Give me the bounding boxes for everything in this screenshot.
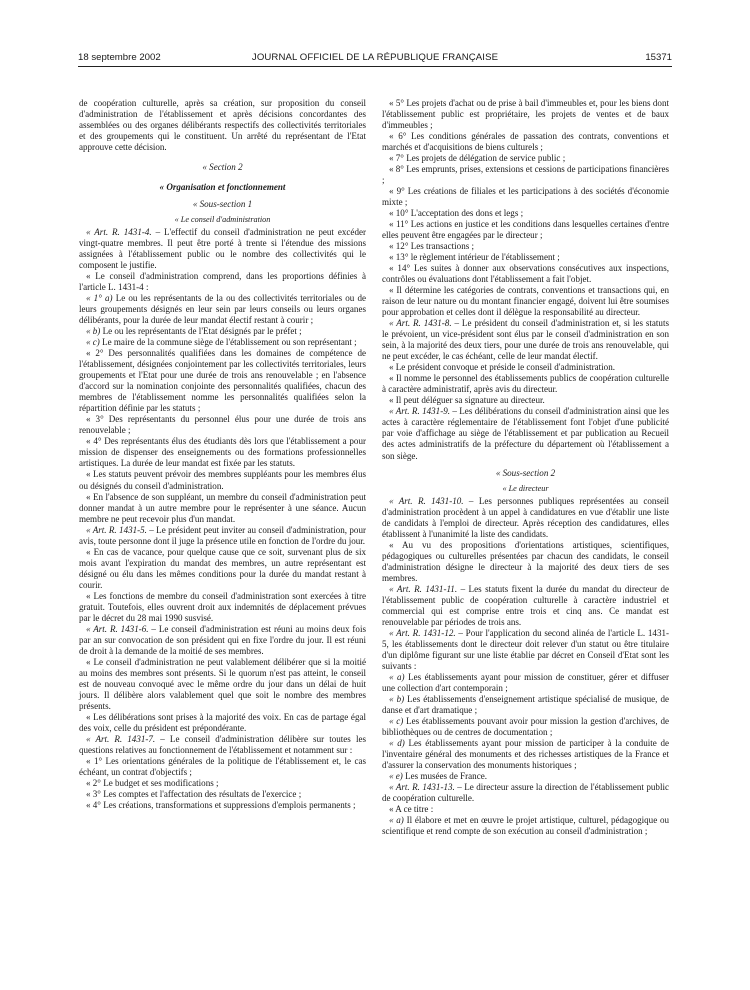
item-text: Le ou les représentants de l'Etat désignés par le préfet ;	[100, 326, 302, 337]
list-item: « 3° Des représentants du personnel élus pour une durée de trois ans renouvelable ;	[79, 414, 366, 436]
paragraph: « Les fonctions de membre du conseil d'administration sont exercées à titre gratuit. Toutefois, elles ouvrent droit aux indemnités de déplacement prévues par le décret du 28 mai 1990 susvisé.	[79, 590, 366, 623]
article-paragraph	[382, 628, 669, 672]
list-item: « 6° Les conditions générales de passation des contrats, conventions et marchés et d'acquisitions de biens culturels ;	[382, 131, 669, 153]
section-title: « Organisation et fonctionnement	[159, 182, 286, 193]
article-text: – Les personnes publiques représentées au conseil d'administration procèdent à un appel à candidatures en vue d'établir une liste de candidats à l'emploi de directeur. Après réception des candidatures, elles établissent à l'unanimité la liste des candidats.	[382, 495, 669, 539]
page-number: 15371	[645, 52, 672, 63]
list-item: « 1° Les orientations générales de la politique de l'établissement et, le cas échéant, un contrat d'objectifs ;	[79, 755, 366, 777]
list-item	[382, 771, 669, 782]
list-item: « 13° le règlement intérieur de l'établissement ;	[389, 252, 560, 263]
subsection-heading: « Sous-section 1	[192, 199, 253, 210]
article-text: – Les délibérations du conseil d'administration ainsi que les actes à caractère réglementaire de l'établissement font l'objet d'une publicité par voie d'affichage au siège de l'établissement et par publication au Recueil des actes administratifs de la préfecture du département où l'établissement a son siège.	[382, 406, 669, 461]
list-item: « 7° Les projets de délégation de service public ;	[389, 153, 566, 164]
article-text: – Le conseil d'administration délibère sur toutes les questions relatives au fonctionnement de l'établissement et notamment sur :	[79, 733, 366, 755]
item-text: Les établissements ayant pour mission de constituer, gérer et diffuser une collection d'art contemporain ;	[382, 671, 669, 693]
list-item: « 12° Les transactions ;	[389, 241, 475, 252]
paragraph: « Les délibérations sont prises à la majorité des voix. En cas de partage égal des voix, celle du président est prépondérante.	[79, 711, 366, 733]
article-paragraph	[79, 227, 366, 271]
item-label: « e)	[389, 770, 403, 781]
article-ref: « Art. R. 1431-7.	[86, 733, 156, 744]
list-item	[79, 293, 366, 326]
list-item: « 8° Les emprunts, prises, extensions et cessions de participations financières ;	[382, 164, 669, 186]
article-paragraph	[382, 782, 669, 804]
article-paragraph	[382, 584, 669, 628]
section-heading: « Section 2	[202, 162, 243, 173]
article-text: – Pour l'application du second alinéa de l'article L. 1431-5, les établissements dont le directeur doit relever d'un statut ou être titulaire d'un diplôme figurant sur une liste établie par décret en Conseil d'Etat sont les suivants :	[382, 627, 670, 671]
list-item: « 5° Les projets d'achat ou de prise à bail d'immeubles et, pour les biens dont l'établissement public est propriétaire, les projets de ventes et de baux d'immeubles ;	[382, 98, 669, 131]
page-header	[78, 52, 672, 66]
list-item	[382, 738, 669, 771]
list-item: « 2° Des personnalités qualifiées dans les domaines de compétence de l'établissement, désignées conjointement par les collectivités territoriales, leurs groupements et l'Etat pour une durée de trois ans renouvelable ; en l'absence d'accord sur la nomination conjointe des personnalités qualifiées, chacun des membres de l'établissement nomme les personnalités qualifiées selon la répartition définie par les statuts ;	[79, 348, 366, 414]
header-rule	[78, 66, 672, 67]
item-label: « c)	[389, 715, 404, 726]
paragraph: « En l'absence de son suppléant, un membre du conseil d'administration peut donner mandat à un autre membre pour le représenter à une séance. Aucun membre ne peut recevoir plus d'un mandat.	[79, 491, 366, 524]
left-column	[79, 98, 366, 811]
paragraph: « Le président convoque et préside le conseil d'administration.	[389, 362, 615, 373]
item-text: Il élabore et met en œuvre le projet artistique, culturel, pédagogique ou scientifique et rend compte de son exécution au conseil d'administration ;	[382, 815, 670, 837]
paragraph: « Les statuts peuvent prévoir des membres suppléants pour les membres élus ou désignés du conseil d'administration.	[79, 469, 366, 491]
list-item	[79, 337, 366, 348]
item-label: « c)	[86, 337, 100, 348]
item-label: « d)	[389, 737, 405, 748]
article-text: – Les statuts fixent la durée du mandat du directeur de l'établissement public de coopération culturelle à caractère industriel et commercial qui est comprise entre trois et cinq ans. Ce mandat est renouvelable par périodes de trois ans.	[382, 583, 670, 627]
paragraph: « Il peut déléguer sa signature au directeur.	[389, 395, 545, 406]
list-item: « 4° Des représentants élus des étudiants dès lors que l'établissement a pour mission de dispenser des enseignements ou des formations professionnelles artistiques. La durée de leur mandat est fixée par les statuts.	[79, 436, 366, 469]
item-label: « 1° a)	[86, 293, 113, 304]
subsection-title: « Le conseil d'administration	[174, 215, 271, 225]
article-paragraph	[382, 496, 669, 540]
article-paragraph	[79, 525, 366, 547]
list-item	[382, 716, 669, 738]
item-label: « a)	[389, 815, 404, 825]
paragraph: « Il nomme le personnel des établissements publics de coopération culturelle à caractère administratif, après avis du directeur.	[382, 373, 669, 395]
publication-date: 18 septembre 2002	[78, 52, 161, 63]
list-item: « 2° Le budget et ses modifications ;	[86, 777, 219, 788]
journal-title: JOURNAL OFFICIEL DE LA RÉPUBLIQUE FRANÇAISE	[251, 52, 499, 63]
list-item	[79, 326, 366, 337]
list-item	[382, 694, 669, 716]
item-text: Les musées de France.	[402, 770, 487, 781]
item-text: Le maire de la commune siège de l'établissement ou son représentant ;	[99, 337, 357, 348]
paragraph: « Il détermine les catégories de contrats, conventions et transactions qui, en raison de leur nature ou du montant financier engagé, doivent lui être soumises pour approbation et celles dont il délègue la responsabilité au directeur.	[382, 285, 669, 318]
list-item: « 14° Les suites à donner aux observations consécutives aux inspections, contrôles ou évaluations dont l'établissement a fait l'objet.	[382, 263, 669, 285]
article-ref: « Art. R. 1431-10.	[389, 495, 464, 506]
item-text: Les établissements pouvant avoir pour mission la gestion d'archives, de bibliothèques ou de centres de documentation ;	[382, 715, 669, 737]
item-label: « b)	[86, 326, 101, 337]
article-paragraph	[382, 318, 669, 362]
item-label: « b)	[389, 693, 405, 704]
list-item	[382, 672, 669, 694]
list-item: « 11° Les actions en justice et les conditions dans lesquelles certaines d'entre elles peuvent être engagées par le directeur ;	[382, 219, 669, 241]
article-ref: « Art. R. 1431-9.	[389, 406, 450, 417]
article-paragraph	[382, 406, 669, 461]
list-item: « 3° Les comptes et l'affectation des résultats de l'exercice ;	[86, 788, 302, 799]
paragraph: « Au vu des propositions d'orientations artistiques, scientifiques, pédagogiques ou culturelles présentées par chacun des candidats, le conseil d'administration désigne le directeur à la majorité des deux tiers de ses membres.	[382, 539, 669, 583]
item-text: Les établissements ayant pour mission de participer à la conduite de l'inventaire général des monuments et des richesses artistiques de la France et d'assurer la conservation des monuments historiques ;	[382, 737, 669, 770]
article-ref: « Art. R. 1431-12.	[389, 627, 456, 638]
article-ref: « Art. R. 1431-6.	[86, 623, 149, 634]
article-text: – Le président du conseil d'administration et, si les statuts le prévoient, un vice-président sont élus par le conseil d'administration en son sein, à la majorité des deux tiers, pour une durée de trois ans renouvelable, qui ne peut excéder, le cas échéant, celle de leur mandat électif.	[382, 318, 669, 362]
article-text: – Le directeur assure la direction de l'établissement public de coopération culturelle.	[382, 781, 669, 803]
paragraph: « Le conseil d'administration comprend, dans les proportions définies à l'article L. 1431-4 :	[79, 271, 366, 293]
list-item: « 4° Les créations, transformations et suppressions d'emplois permanents ;	[86, 799, 356, 810]
paragraph: « En cas de vacance, pour quelque cause que ce soit, survenant plus de six mois avant l'expiration du mandat des membres, un autre représentant est désigné ou élu dans les mêmes conditions pour la durée du mandat restant à courir.	[79, 546, 366, 590]
subsection-heading: « Sous-section 2	[495, 467, 556, 478]
paragraph: « A ce titre :	[389, 803, 434, 814]
article-text: – Le conseil d'administration est réuni au moins deux fois par an sur convocation de son président qui en fixe l'ordre du jour. Il est réuni de droit à la demande de la moitié de ses membres.	[79, 623, 366, 656]
article-ref: « Art. R. 1431-4.	[86, 227, 152, 238]
paragraph: de coopération culturelle, après sa création, sur proposition du conseil d'administration de l'établissement et après décisions concordantes des assemblées ou des organes délibérants respectifs des collectivités territoriales et des groupements qui le constituent. Un arrêté du représentant de l'Etat approuve cette décision.	[79, 98, 366, 153]
paragraph: « Le conseil d'administration ne peut valablement délibérer que si la moitié au moins des membres sont présents. Si le quorum n'est pas atteint, le conseil est de nouveau convoqué avec le même ordre du jour dans un délai de huit jours. Il délibère alors valablement quel que soit le nombre des membres présents.	[79, 656, 366, 711]
article-text: – L'effectif du conseil d'administration ne peut excéder vingt-quatre membres. Il peut être porté à trente si l'étendue des missions assignées à l'établissement public ou le nombre des collectivités qui le composent le justifie.	[79, 227, 366, 271]
right-column	[382, 98, 669, 837]
item-label: « a)	[389, 671, 405, 682]
article-paragraph	[79, 734, 366, 756]
item-text: Les établissements d'enseignement artistique spécialisé de musique, de danse et d'art dramatique ;	[382, 693, 669, 715]
list-item: « 9° Les créations de filiales et les participations à des sociétés d'économie mixte ;	[382, 186, 669, 208]
article-ref: « Art. R. 1431-5.	[86, 524, 147, 535]
article-ref: « Art. R. 1431-13.	[389, 781, 455, 792]
article-text: – Le président peut inviter au conseil d'administration, pour avis, toute personne dont il juge la présence utile en fonction de l'ordre du jour.	[79, 524, 366, 546]
article-paragraph	[79, 624, 366, 657]
article-ref: « Art. R. 1431-11.	[389, 583, 458, 594]
list-item	[382, 815, 669, 837]
list-item: « 10° L'acceptation des dons et legs ;	[389, 208, 524, 219]
article-ref: « Art. R. 1431-8.	[389, 318, 452, 329]
subsection-title: « Le directeur	[502, 483, 549, 493]
item-text: Le ou les représentants de la ou des collectivités territoriales ou de leurs groupements désignés en leur sein par leurs conseils ou leurs organes délibérants, pour la durée de leur mandat électif restant à courir ;	[79, 293, 366, 326]
